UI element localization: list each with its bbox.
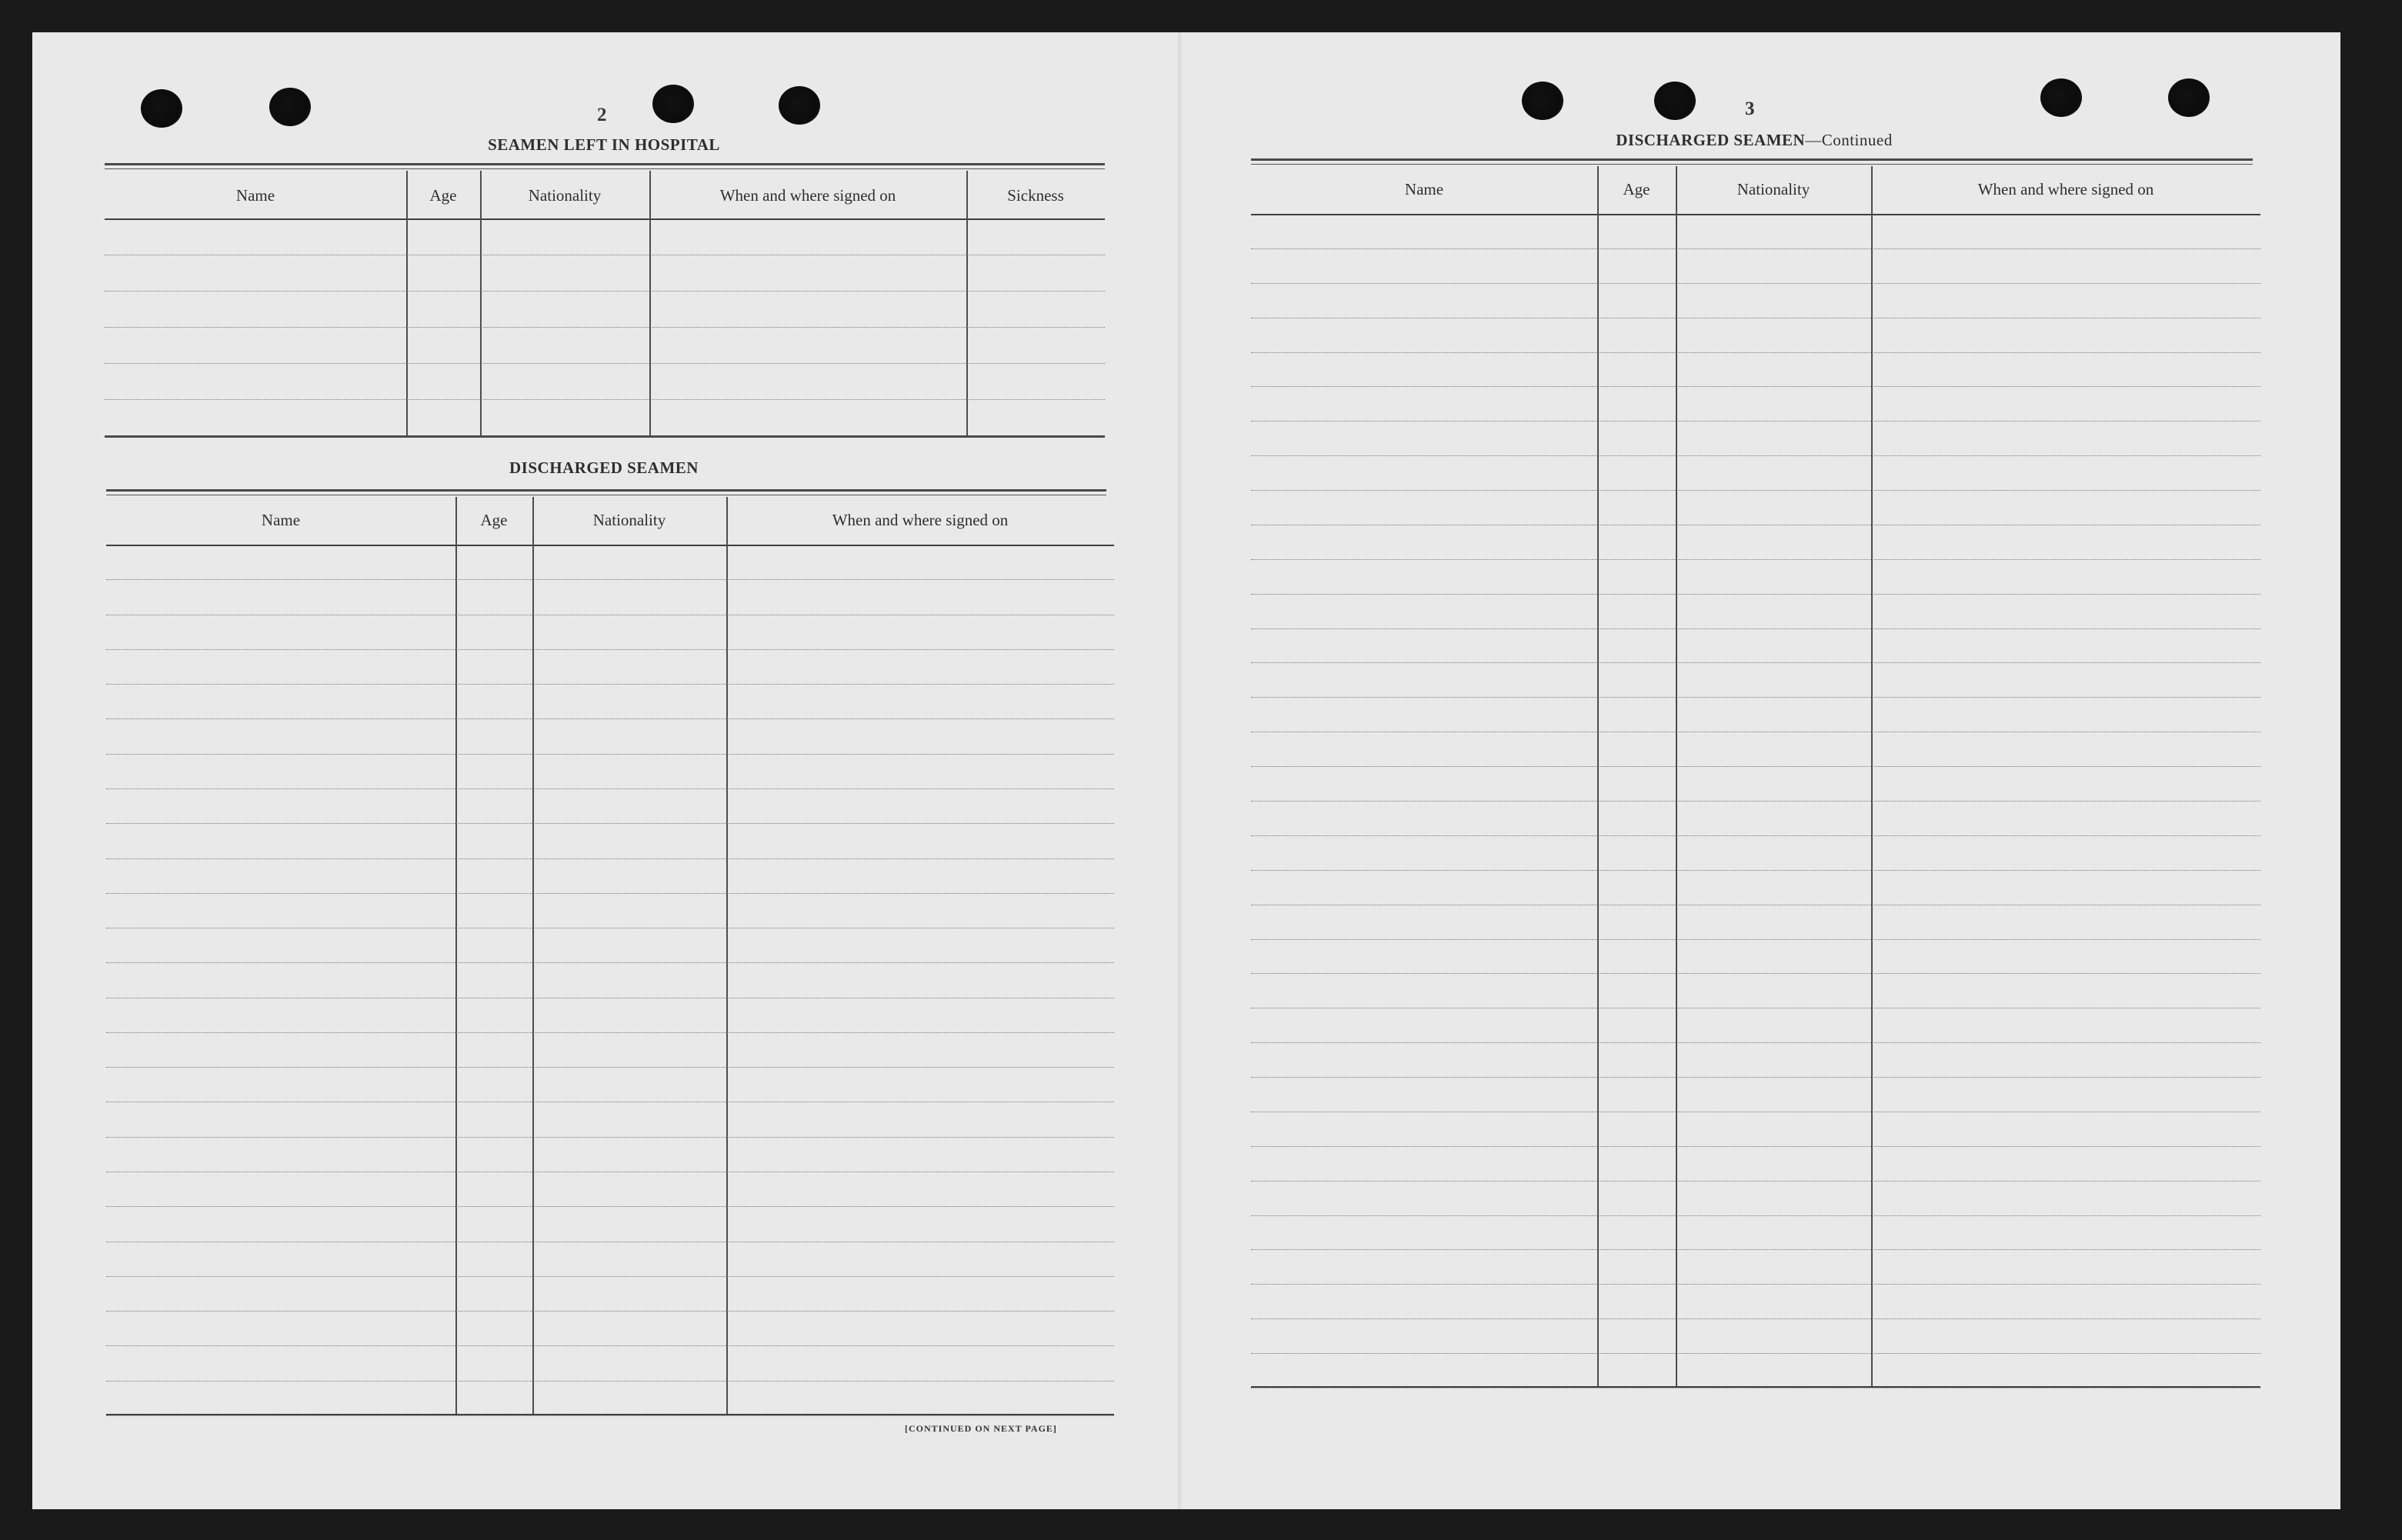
column-divider — [649, 171, 651, 435]
table-row[interactable] — [1251, 939, 2260, 940]
title-main: DISCHARGED SEAMEN — [1616, 131, 1806, 149]
column-divider — [1597, 166, 1599, 1388]
table-row[interactable] — [1251, 662, 2260, 663]
table-row[interactable] — [106, 893, 1114, 894]
table-row[interactable] — [1251, 1215, 2260, 1216]
column-divider — [1676, 166, 1677, 1388]
table-row[interactable] — [106, 1311, 1114, 1312]
punch-hole — [1522, 82, 1563, 120]
table-bottom-rule — [106, 1414, 1114, 1415]
section-rule — [1251, 164, 2253, 165]
table-row[interactable] — [106, 649, 1114, 650]
discharged-section-title: DISCHARGED SEAMEN — [509, 458, 699, 477]
table-row[interactable] — [105, 291, 1105, 292]
column-header-nationality: Nationality — [528, 186, 602, 205]
punch-hole — [141, 89, 182, 128]
column-header-name: Name — [261, 511, 301, 529]
table-row[interactable] — [1251, 1353, 2260, 1354]
section-rule — [106, 489, 1106, 492]
column-header-name: Name — [235, 186, 275, 205]
table-row[interactable] — [106, 579, 1114, 580]
table-row[interactable] — [1251, 1318, 2260, 1319]
column-header-sickness: Sickness — [1007, 186, 1064, 205]
table-row[interactable] — [106, 1137, 1114, 1138]
column-header-age: Age — [429, 186, 457, 205]
column-header-nationality: Nationality — [592, 511, 666, 529]
title-suffix: —Continued — [1805, 131, 1893, 149]
table-row[interactable] — [106, 1032, 1114, 1033]
table-row[interactable] — [106, 1345, 1114, 1346]
table-row[interactable] — [105, 327, 1105, 328]
table-row[interactable] — [1251, 801, 2260, 802]
table-row[interactable] — [1251, 973, 2260, 974]
table-row[interactable] — [106, 1381, 1114, 1382]
table-row[interactable] — [106, 962, 1114, 963]
column-divider — [1871, 166, 1873, 1388]
header-rule — [1251, 214, 2260, 215]
table-row[interactable] — [1251, 455, 2260, 456]
column-divider — [455, 497, 457, 1415]
table-row[interactable] — [106, 754, 1114, 755]
table-row[interactable] — [106, 823, 1114, 824]
page-number: 2 — [597, 105, 607, 125]
header-rule — [106, 545, 1114, 546]
header-rule — [105, 218, 1105, 220]
table-row[interactable] — [1251, 1042, 2260, 1043]
column-header-age: Age — [1623, 180, 1650, 198]
punch-hole — [2040, 78, 2082, 117]
discharged-continued-table — [1251, 166, 2260, 1388]
table-bottom-rule — [1251, 1386, 2260, 1388]
punch-hole — [652, 85, 694, 123]
table-row[interactable] — [1251, 1249, 2260, 1250]
table-row[interactable] — [106, 684, 1114, 685]
section-rule — [105, 163, 1105, 165]
punch-hole — [1654, 82, 1696, 120]
hospital-section-title: SEAMEN LEFT IN HOSPITAL — [488, 135, 720, 154]
punch-hole — [779, 86, 820, 125]
table-row[interactable] — [1251, 1077, 2260, 1078]
table-row[interactable] — [106, 1276, 1114, 1277]
table-row[interactable] — [1251, 490, 2260, 491]
discharged-table — [106, 497, 1114, 1415]
table-row[interactable] — [106, 1206, 1114, 1207]
continued-note: [CONTINUED ON NEXT PAGE] — [905, 1423, 1057, 1434]
table-row[interactable] — [1251, 697, 2260, 698]
table-row[interactable] — [1251, 386, 2260, 387]
table-row[interactable] — [1251, 594, 2260, 595]
column-header-when-and-where-signed-on: When and where signed on — [1977, 180, 2154, 198]
section-rule — [105, 168, 1105, 169]
table-row[interactable] — [1251, 421, 2260, 422]
column-divider — [406, 171, 408, 435]
table-row[interactable] — [106, 718, 1114, 719]
page-number: 3 — [1745, 98, 1755, 119]
punch-hole — [269, 88, 311, 126]
table-row[interactable] — [1251, 835, 2260, 836]
table-row[interactable] — [1251, 1284, 2260, 1285]
column-header-when-and-where-signed-on: When and where signed on — [832, 511, 1009, 529]
column-divider — [726, 497, 728, 1415]
column-divider — [966, 171, 968, 435]
table-row[interactable] — [106, 858, 1114, 859]
table-row[interactable] — [106, 1415, 1114, 1416]
table-row[interactable] — [105, 399, 1105, 400]
table-row[interactable] — [1251, 628, 2260, 629]
table-row[interactable] — [1251, 1146, 2260, 1147]
section-rule — [105, 435, 1105, 438]
discharged-continued-title — [1546, 131, 1962, 150]
table-row[interactable] — [105, 363, 1105, 364]
table-row[interactable] — [1251, 352, 2260, 353]
column-header-age: Age — [480, 511, 508, 529]
column-header-when-and-where-signed-on: When and where signed on — [719, 186, 896, 205]
punch-hole — [2168, 78, 2210, 117]
column-divider — [532, 497, 534, 1415]
section-rule — [1251, 158, 2253, 161]
table-row[interactable] — [1251, 559, 2260, 560]
table-row[interactable] — [1251, 870, 2260, 871]
hospital-table — [105, 171, 1105, 435]
column-header-nationality: Nationality — [1736, 180, 1810, 198]
column-divider — [480, 171, 482, 435]
table-row[interactable] — [1251, 283, 2260, 284]
table-row[interactable] — [1251, 1181, 2260, 1182]
table-row[interactable] — [1251, 248, 2260, 249]
table-row[interactable] — [106, 1067, 1114, 1068]
column-header-name: Name — [1404, 180, 1444, 198]
page-fold — [1177, 32, 1182, 1509]
table-row[interactable] — [1251, 766, 2260, 767]
table-row[interactable] — [106, 788, 1114, 789]
